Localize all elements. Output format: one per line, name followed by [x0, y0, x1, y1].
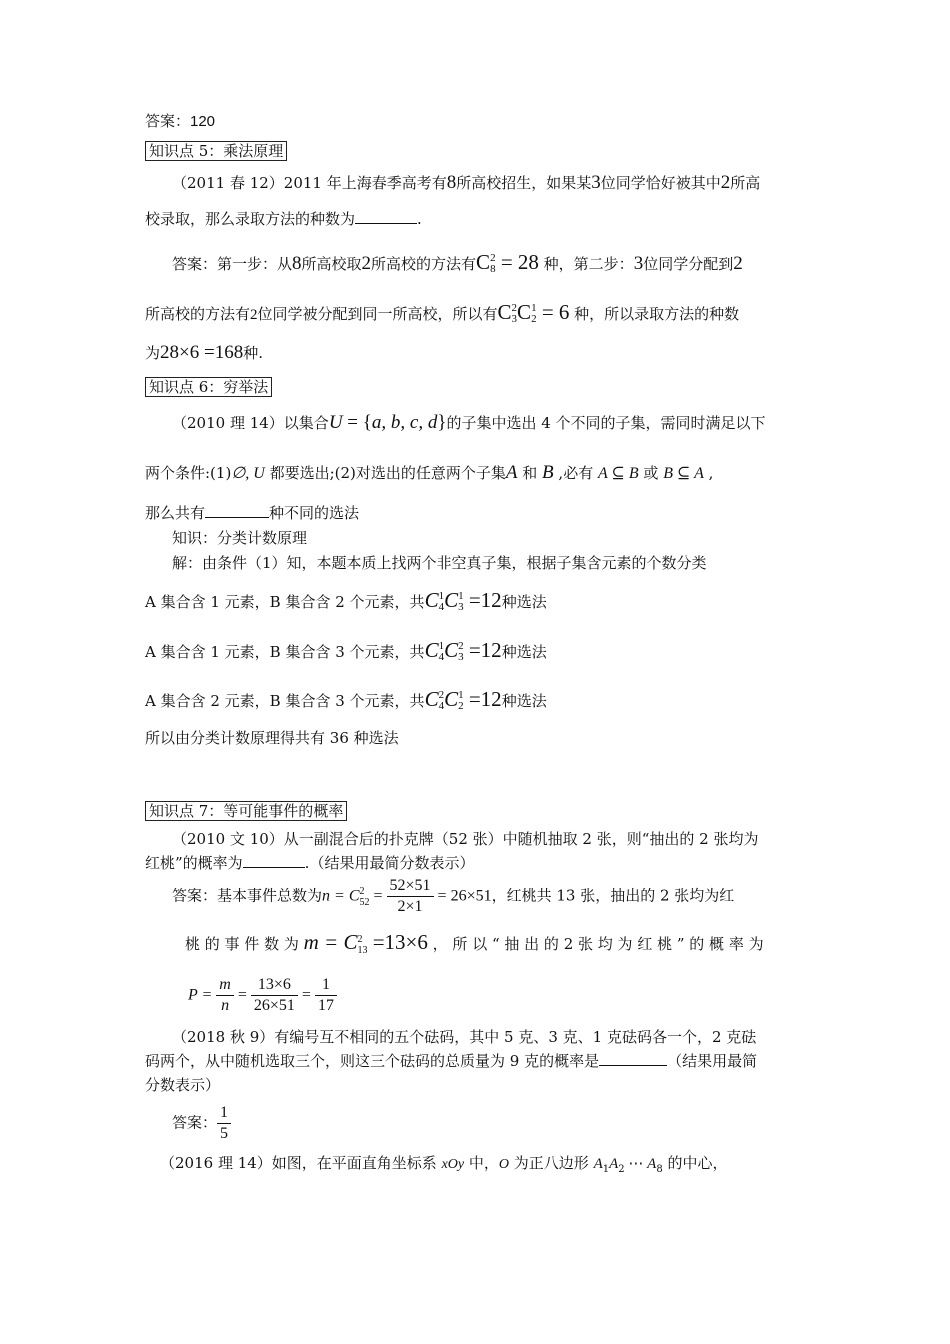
math: = [233, 986, 251, 1004]
math: P = [188, 986, 217, 1004]
text: ，红桃共 13 张，抽出的 2 张均为红 [491, 886, 735, 905]
math: = 6 [536, 300, 570, 324]
numerator: 1 [217, 1103, 231, 1124]
math: xOy [441, 1157, 465, 1172]
fraction [387, 876, 434, 917]
c-symbol: C [424, 638, 439, 662]
math: =13×6 [367, 930, 428, 954]
case-line-2 [145, 638, 547, 663]
text: 或 [638, 464, 664, 482]
text: 种. [243, 344, 263, 362]
sup: 1 [458, 590, 464, 603]
text: A 集合含 1 元素，B 集合含 2 个元素，共 [145, 593, 425, 611]
text: 所高校的方法有 [145, 305, 251, 323]
numerator: 52×51 [387, 876, 434, 897]
text: 种选法 [501, 593, 547, 611]
text: 种，所以录取方法的种数 [569, 305, 740, 323]
math: 2 [720, 172, 731, 193]
text: 所高 [730, 174, 761, 192]
problem-2018-line1 [172, 1026, 756, 1047]
text: 位同学被分配到同一所高校，所以有 [257, 305, 498, 323]
text: （2016 理 14）如图，在平面直角坐标系 [160, 1154, 442, 1172]
text: 答案：第一步：从 [172, 255, 293, 273]
sub: 3 [458, 651, 464, 664]
math: A [593, 1156, 603, 1172]
knowledge-line [172, 527, 307, 548]
text: . [417, 210, 422, 228]
text: （2011 春 12）2011 年上海春季高考有 [172, 174, 447, 192]
answer-2011-line2 [145, 300, 739, 325]
text: 为 [145, 344, 161, 362]
text: 中， [464, 1154, 499, 1172]
section-heading-7 [145, 800, 347, 821]
math: ⋯ [624, 1156, 648, 1172]
math: = [297, 986, 315, 1004]
text: （结果用最简 [667, 1052, 758, 1070]
math: A [609, 1156, 619, 1172]
text: （2010 理 14）以集合 [172, 414, 329, 432]
sub: 8 [490, 263, 496, 276]
section-heading-5 [145, 140, 287, 161]
text: 种选法 [501, 692, 547, 710]
math: } [437, 412, 447, 433]
text: 分数表示） [145, 1076, 221, 1094]
knowledge-point-6-box: 知识点 6：穷举法 [145, 377, 272, 397]
text: 的中心， [662, 1154, 728, 1172]
sub: 4 [438, 601, 445, 614]
math: 8 [292, 253, 302, 274]
problem-2010w-line2 [145, 852, 474, 873]
math: 2 [733, 253, 743, 274]
sub: 4 [438, 700, 445, 713]
sup: 2 [438, 689, 445, 702]
math: A [647, 1156, 657, 1172]
math: =12 [463, 638, 502, 662]
denominator: 2×1 [397, 898, 423, 915]
problem-2016-line1 [160, 1152, 728, 1175]
sub: 13 [357, 945, 368, 956]
text: 所以由分类计数原理得共有 36 种选法 [145, 729, 399, 747]
math: B ⊆ A [663, 465, 704, 482]
c-symbol: C [424, 588, 439, 612]
answer-2011-line3 [145, 342, 263, 364]
sup: 2 [357, 934, 363, 945]
text: 那么共有 [145, 504, 206, 522]
c-symbol: C [517, 300, 532, 324]
math: n = C [322, 887, 360, 905]
combination-expr [425, 638, 502, 662]
text: , [703, 464, 714, 482]
text: （2018 秋 9）有编号互不相同的五个砝码，其中 5 克、3 克、1 克砝码各一个，2 克砝 [172, 1028, 757, 1046]
problem-2011-line1 [172, 172, 760, 194]
text: 解：由条件（1）知，本题本质上找两个非空真子集，根据子集含元素的个数分类 [172, 554, 707, 572]
text: 都要选出;(2)对选出的任意两个子集 [264, 464, 506, 482]
section-heading-6 [145, 376, 272, 397]
fraction [216, 975, 234, 1016]
math: U [328, 412, 343, 433]
text: 所高校招生，如果某 [456, 174, 592, 192]
answer-2010w-line2 [185, 930, 764, 956]
text: 为正八边形 [509, 1154, 594, 1172]
sub: 52 [359, 896, 370, 908]
math: = { [342, 412, 372, 433]
answer-text: 答案：120 [145, 113, 216, 130]
math: = [369, 887, 387, 905]
text: A 集合含 1 元素，B 集合含 3 个元素，共 [145, 643, 425, 661]
text: 答案：基本事件总数为 [172, 886, 323, 905]
sub: 2 [458, 700, 464, 713]
case-line-3 [145, 687, 547, 712]
answer-2011-line1 [172, 250, 743, 275]
math: O [498, 1157, 510, 1172]
combination-expr [498, 300, 570, 324]
numerator: m [216, 975, 234, 996]
math: =12 [463, 687, 502, 711]
math: =12 [463, 588, 502, 612]
sup: 1 [438, 590, 445, 603]
denominator: 17 [317, 997, 334, 1014]
sub: 3 [511, 313, 518, 326]
fraction [251, 975, 298, 1016]
denominator: n [221, 997, 230, 1014]
text: 桃 的 事 件 数 为 [185, 935, 304, 953]
text: 两个条件:(1) [145, 464, 232, 482]
math: 2 [250, 307, 258, 323]
math: 3 [591, 172, 601, 193]
text: 的子集中选出 4 个不同的子集，需同时满足以下 [446, 414, 766, 432]
fraction [315, 975, 337, 1016]
case-line-1 [145, 588, 547, 613]
sup: 1 [438, 640, 445, 653]
sup: 1 [531, 302, 537, 315]
numerator: 1 [315, 975, 337, 996]
sup: 2 [458, 640, 464, 653]
denominator: 26×51 [253, 997, 295, 1014]
c-symbol: C [424, 687, 439, 711]
text: 校录取，那么录取方法的种数为 [145, 210, 356, 228]
sub: 2 [531, 313, 537, 326]
combination-expr [425, 687, 502, 711]
c-symbol: C [444, 588, 459, 612]
sup: 2 [490, 252, 496, 265]
math: 28×6 =168 [160, 342, 244, 363]
knowledge-point-7-box: 知识点 7：等可能事件的概率 [145, 801, 347, 821]
line-answer-120 [145, 110, 215, 131]
combination-expr [425, 588, 502, 612]
text: 种选法 [501, 643, 547, 661]
math: A ⊆ B [597, 465, 639, 482]
solution-line [172, 552, 707, 573]
problem-2010-line2 [145, 462, 713, 484]
text: 知识：分类计数原理 [172, 529, 308, 547]
problem-2010-line3 [145, 502, 359, 523]
math: 8 [446, 172, 457, 193]
text: ， 所 以 “ 抽 出 的 2 张 均 为 红 桃 ” 的 概 率 为 [427, 935, 764, 953]
answer-blank [243, 866, 305, 868]
knowledge-point-5-box: 知识点 5：乘法原理 [145, 141, 287, 161]
sup: 1 [458, 689, 464, 702]
c-symbol: C [444, 687, 459, 711]
math: B [542, 462, 554, 483]
answer-2010w-line3 [188, 975, 337, 1016]
math: = 26×51 [433, 887, 492, 905]
text: 答案： [172, 1113, 218, 1132]
text: 所高校的方法有 [371, 255, 477, 273]
problem-2018-line3 [145, 1074, 220, 1095]
text: 种，第二步： [538, 255, 634, 273]
text: 位同学分配到 [643, 255, 734, 273]
sup: 2 [511, 302, 518, 315]
denominator: 5 [220, 1125, 229, 1142]
combination-expr [476, 250, 539, 274]
sub: 2 [618, 1164, 625, 1175]
fraction [217, 1103, 231, 1144]
numerator: 13×6 [251, 975, 298, 996]
sub: 8 [656, 1164, 663, 1175]
math: = 28 [495, 250, 539, 274]
text: .（结果用最简分数表示） [304, 854, 475, 872]
math: 2 [361, 253, 372, 274]
problem-2018-line2 [145, 1050, 757, 1071]
sub: 3 [458, 601, 464, 614]
problem-2011-line2 [145, 208, 422, 229]
text: A 集合含 2 元素，B 集合含 3 个元素，共 [145, 692, 425, 710]
answer-2018-line [172, 1103, 231, 1144]
text: 位同学恰好被其中 [600, 174, 721, 192]
math: 3 [633, 253, 644, 274]
text: ,必有 [553, 464, 598, 482]
c-symbol: C [444, 638, 459, 662]
text: 红桃”的概率为 [145, 854, 243, 872]
text: 码两个，从中随机选取三个，则这三个砝码的总质量为 9 克的概率是 [145, 1052, 600, 1070]
c-symbol: C [476, 250, 491, 274]
math: A [505, 462, 518, 483]
sub: 1 [602, 1164, 610, 1175]
answer-blank [599, 1064, 667, 1066]
text: 种不同的选法 [269, 504, 360, 522]
text: 所高校取 [301, 255, 362, 273]
problem-2010w-line1 [172, 828, 758, 849]
problem-2010-line1 [172, 412, 766, 434]
answer-blank [205, 516, 269, 518]
sub: 4 [438, 651, 445, 664]
conclusion-line [145, 727, 399, 748]
math: ∅, U [231, 465, 265, 482]
answer-blank [355, 222, 417, 224]
text: （2010 文 10）从一副混合后的扑克牌（52 张）中随机抽取 2 张，则“抽出的 2 张均为 [172, 830, 759, 848]
sup: 2 [359, 885, 365, 897]
answer-2010w-line1 [172, 876, 734, 917]
text: 和 [517, 464, 543, 482]
math: m = C [303, 930, 358, 954]
c-symbol: C [497, 300, 512, 324]
math: a, b, c, d [371, 412, 438, 433]
